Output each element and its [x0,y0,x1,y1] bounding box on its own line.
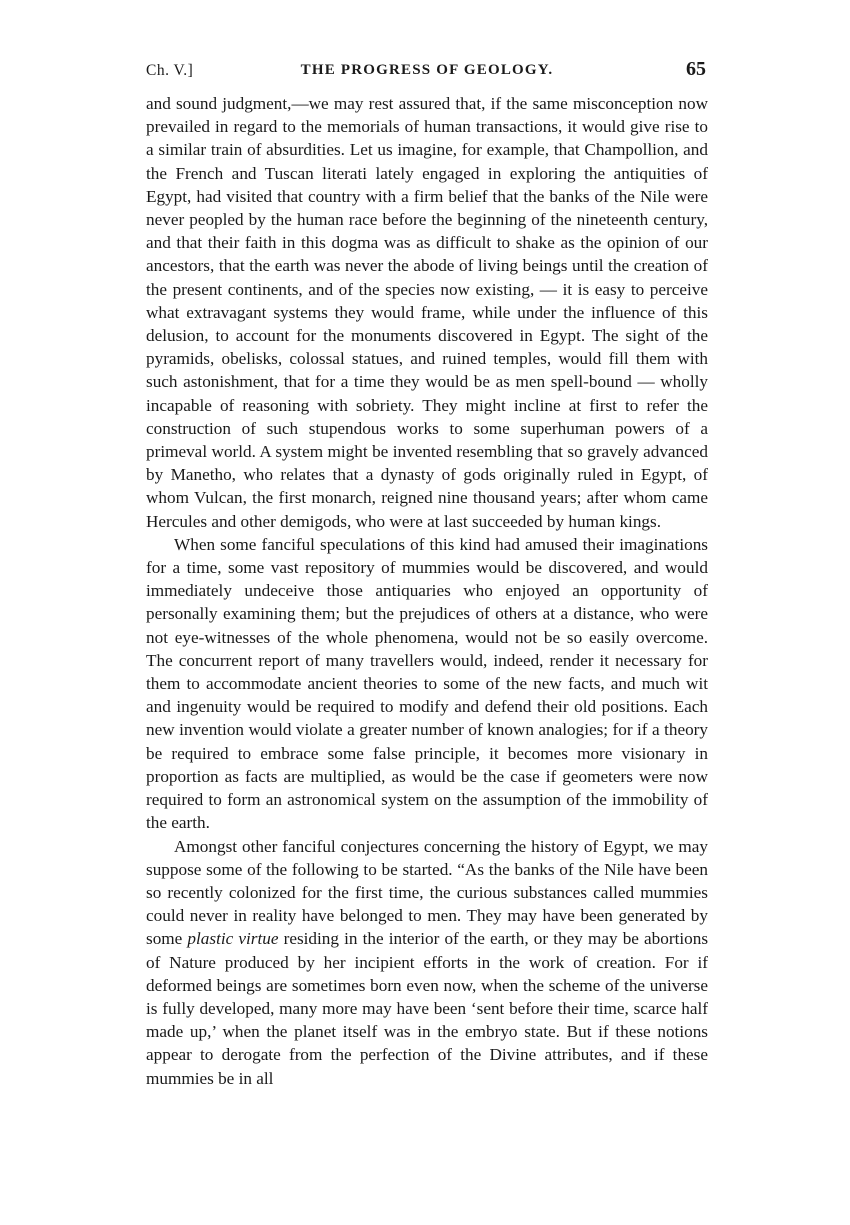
paragraph-1-text: and sound judgment,—we may rest assured that, if the same misconception now prevailed in regard to the memorials of human transactions, it would give rise to a similar train of absurdities. Let us imagine, for example, that Champollion, and the French and Tuscan literati lately engaged in exploring the antiquities of Egypt, had visited that country with a firm belief that the banks of the Nile were never peopled by the human race before the beginning of the nineteenth century, and that their faith in this dogma was as difficult to shake as the opinion of our ancestors, that the earth was never the abode of living beings until the creation of the present continents, and of the species now existing, — it is easy to perceive what extravagant systems they would frame, while under the influence of this delusion, to account for the monuments discovered in Egypt. The sight of the pyramids, obelisks, colossal statues, and ruined temples, would fill them with such astonishment, that for a time they would be as men spell-bound — wholly incapable of reasoning with sobriety. They might incline at first to refer the construction of such stupendous works to some superhuman powers of a primeval world. A system might be invented resembling that so gravely advanced by Manetho, who relates that a dynasty of gods originally ruled in Egypt, of whom Vulcan, the first monarch, reigned nine thousand years; after whom came Hercules and other demigods, who were at last succeeded by human kings. [146,94,708,531]
paragraph-1 [146,92,708,533]
book-page [146,58,708,1090]
chapter-marker: Ch. V.] [146,62,194,79]
paragraph-3-text-b: residing in the interior of the earth, or they may be abortions of Nature produced by her incipient efforts in the work of creation. For if deformed beings are sometimes born even now, when the scheme of the universe is fully developed, many more may have been ‘sent before their time, scarce half made up,’ when the planet itself was in the embryo state. But if these notions appear to derogate from the perfection of the Divine attributes, and if these mummies be in all [146,929,709,1088]
paragraph-3-text-a: Amongst other fanciful conjectures concerning the history of Egypt, we may suppose some of the following to be started. “As the banks of the Nile have been so recently colonized for the first time, the curious substances called mummies could never in reality have belonged to men. They may have been generated by some [146,836,708,949]
page-number: 65 [686,58,706,80]
paragraph-2 [146,533,708,835]
paragraph-3 [146,835,708,1090]
body-text [146,92,708,1090]
paragraph-3-italic-phrase: plastic virtue [187,929,279,949]
paragraph-2-text: When some fanciful speculations of this kind had amused their imaginations for a time, some vast repository of mummies would be discovered, and would immediately undeceive those antiquaries who enjoyed an opportunity of personally examining them; but the prejudices of others at a distance, who were not eye-witnesses of the whole phenomena, would not be so easily overcome. The concurrent report of many travellers would, indeed, render it necessary for them to accommodate ancient theories to some of the new facts, and much wit and ingenuity would be required to modify and defend their old positions. Each new invention would violate a greater number of known analogies; for if a theory be required to embrace some false principle, it becomes more visionary in proportion as facts are multiplied, as would be the case if geometers were now required to form an astronomical system on the assumption of the immobility of the earth. [146,534,708,833]
running-header [146,58,708,92]
running-title: THE PROGRESS OF GEOLOGY. [300,62,554,78]
